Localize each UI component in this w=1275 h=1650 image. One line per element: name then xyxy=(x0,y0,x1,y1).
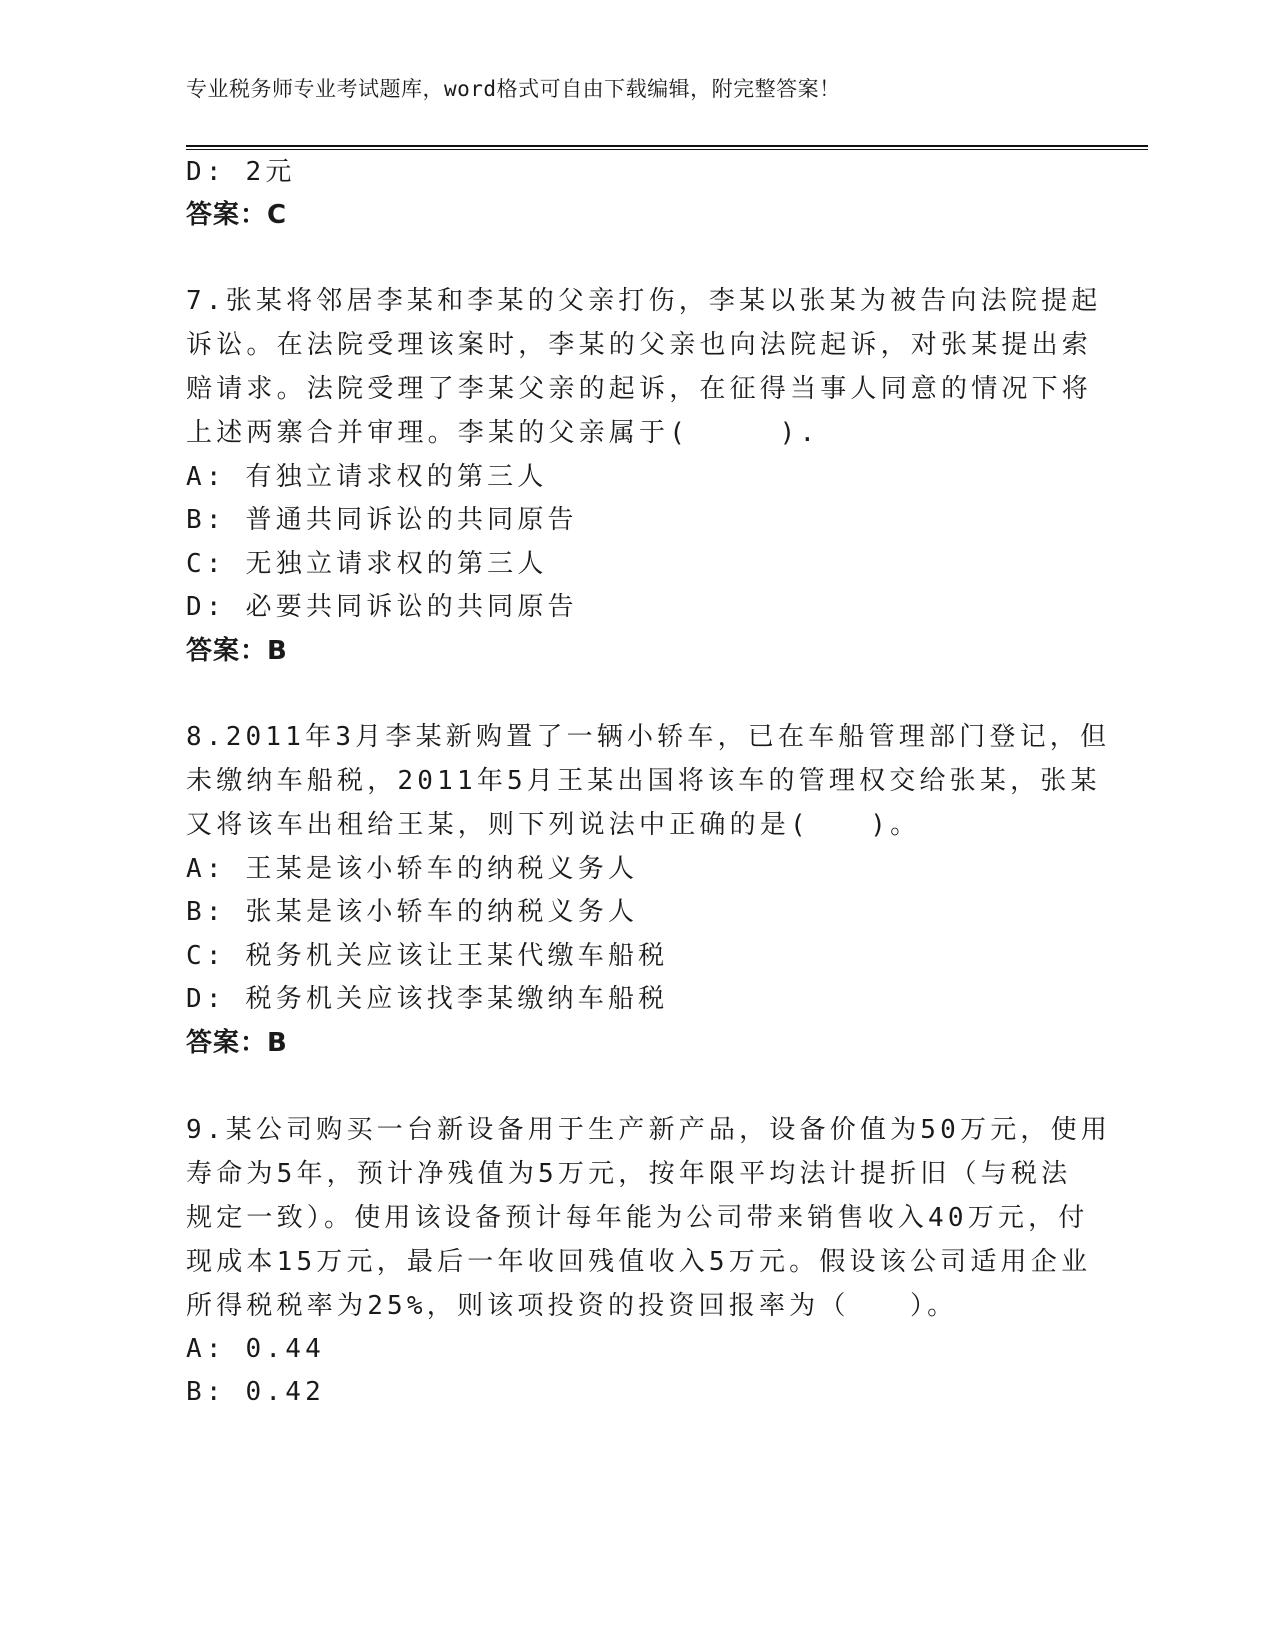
q8-option-c: C: 税务机关应该让王某代缴车船税 xyxy=(186,941,669,971)
q8-text-line-2: 未缴纳车船税，2011年5月王某出国将该车的管理权交给张某，张某 xyxy=(186,766,1101,796)
header-rule xyxy=(186,145,1148,150)
q8-text-line-3: 又将该车出租给王某，则下列说法中正确的是( )。 xyxy=(186,810,921,840)
page-header: 专业税务师专业考试题库，word格式可自由下载编辑，附完整答案！ xyxy=(186,77,841,101)
q7-text-line-1: 7.张某将邻居李某和李某的父亲打伤，李某以张某为被告向法院提起 xyxy=(186,286,1102,316)
q8-text-line-1: 8.2011年3月李某新购置了一辆小轿车，已在车船管理部门登记，但 xyxy=(186,722,1111,752)
q9-text-line-5: 所得税税率为25%，则该项投资的投资回报率为（ ）。 xyxy=(186,1291,958,1321)
q7-option-b: B: 普通共同诉讼的共同原告 xyxy=(186,505,578,535)
q9-option-a: A: 0.44 xyxy=(186,1334,325,1364)
q8-answer: 答案：B xyxy=(186,1028,288,1058)
q9-option-b: B: 0.42 xyxy=(186,1377,325,1407)
q9-text-line-1: 9.某公司购买一台新设备用于生产新产品，设备价值为50万元，使用 xyxy=(186,1115,1112,1145)
q8-option-a: A: 王某是该小轿车的纳税义务人 xyxy=(186,854,639,884)
q9-text-line-4: 现成本15万元，最后一年收回残值收入5万元。假设该公司适用企业 xyxy=(186,1247,1092,1277)
q7-option-c: C: 无独立请求权的第三人 xyxy=(186,549,548,579)
q9-text-line-3: 规定一致）。使用该设备预计每年能为公司带来销售收入40万元，付 xyxy=(186,1203,1089,1233)
q7-text-line-4: 上述两寨合并审理。李某的父亲属于( ). xyxy=(186,418,820,448)
q7-option-d: D: 必要共同诉讼的共同原告 xyxy=(186,592,578,622)
q7-option-a: A: 有独立请求权的第三人 xyxy=(186,462,548,492)
q7-text-line-2: 诉讼。在法院受理该案时，李某的父亲也向法院起诉，对张某提出索 xyxy=(186,330,1093,360)
prev-option-d: D: 2元 xyxy=(186,157,296,187)
q7-answer: 答案：B xyxy=(186,636,288,666)
prev-answer: 答案：C xyxy=(186,200,288,230)
q8-option-b: B: 张某是该小轿车的纳税义务人 xyxy=(186,897,639,927)
q7-text-line-3: 赔请求。法院受理了李某父亲的起诉，在征得当事人同意的情况下将 xyxy=(186,374,1093,404)
q8-option-d: D: 税务机关应该找李某缴纳车船税 xyxy=(186,984,669,1014)
q9-text-line-2: 寿命为5年，预计净残值为5万元，按年限平均法计提折旧（与税法 xyxy=(186,1159,1072,1189)
